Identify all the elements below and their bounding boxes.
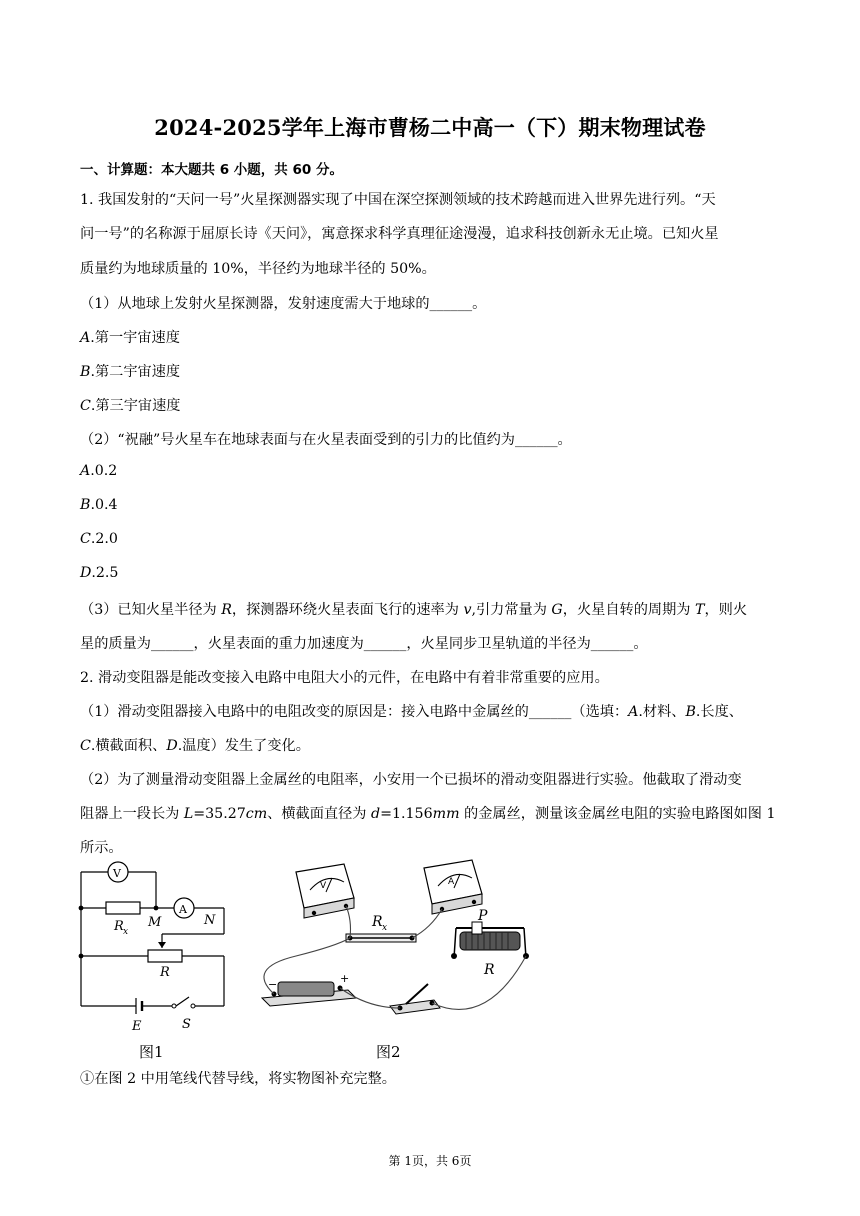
- q2-part1-line2: C.横截面积、D.温度）发生了变化。: [80, 738, 310, 754]
- q1-part1: （1）从地球上发射火星探测器，发射速度需大于地球的______。: [80, 296, 487, 312]
- q1-part3-line2: 星的质量为______，火星表面的重力加速度为______，火星同步卫星轨道的半径为______。: [80, 636, 648, 652]
- section-heading: 一、计算题：本大题共 6 小题，共 60 分。: [80, 162, 343, 178]
- q1-part2: （2）“祝融”号火星车在地球表面与在火星表面受到的引力的比值约为______。: [80, 432, 572, 448]
- q2-sub1: ①在图 2 中用笔线代替导线，将实物图补充完整。: [80, 1071, 396, 1087]
- fig1-caption: 图1: [139, 1043, 164, 1061]
- fig2-ammeter-label: A: [448, 877, 455, 887]
- fig1-rx-subscript: x: [123, 927, 129, 937]
- q2-part2-line1: （2）为了测量滑动变阻器上金属丝的电阻率，小安用一个已损坏的滑动变阻器进行实验。他截取了滑动变: [80, 772, 742, 788]
- fig2-p-label: P: [478, 908, 488, 924]
- rheostat-icon: [451, 922, 529, 959]
- fig1-e-label: E: [132, 1019, 142, 1034]
- fig1-ammeter-label: A: [179, 903, 187, 916]
- q2-part2-line2: 阻器上一段长为 L=35.27cm、横截面直径为 d=1.156mm 的金属丝，测量该金属丝电阻的实验电路图如图 1: [80, 806, 776, 822]
- q1-p2-option-c: C.2.0: [80, 531, 118, 547]
- fig2-rx-label: R: [372, 914, 383, 930]
- fig2-rx-subscript: x: [382, 923, 388, 933]
- q1-stem-line3: 质量约为地球质量的 10%，半径约为地球半径的 50%。: [80, 261, 436, 277]
- fig1-circuit-diagram: [76, 858, 236, 1038]
- q2-part2-line3: 所示。: [80, 840, 123, 856]
- page-title: 2024-2025学年上海市曹杨二中高一（下）期末物理试卷: [154, 115, 706, 140]
- switch-icon: [390, 984, 440, 1014]
- fig1-r-label: R: [160, 965, 170, 980]
- fig1-n-label: N: [204, 913, 216, 928]
- fig1-voltmeter-label: V: [113, 867, 121, 880]
- fig2-apparatus-illustration: [256, 858, 546, 1038]
- slider-arrow-icon: [158, 942, 166, 948]
- fig1-m-label: M: [148, 915, 162, 930]
- q1-p2-option-b: B.0.4: [80, 497, 118, 513]
- q1-p2-option-d: D.2.5: [80, 565, 119, 581]
- q1-stem-line1: 1. 我国发射的“天问一号”火星探测器实现了中国在深空探测领域的技术跨越而进入世界先进行列。“天: [80, 192, 716, 208]
- q1-p1-option-a: A.第一宇宙速度: [80, 330, 180, 346]
- fig2-r-label: R: [484, 962, 495, 978]
- q1-p1-option-c: C.第三宇宙速度: [80, 398, 181, 414]
- page-footer: 第 1页，共 6页: [388, 1154, 472, 1168]
- fig2-caption: 图2: [376, 1043, 401, 1061]
- q2-part1-line1: （1）滑动变阻器接入电路中的电阻改变的原因是：接入电路中金属丝的______（选填：A.材料、B.长度、: [80, 704, 743, 720]
- fig2-minus-label: −: [268, 978, 278, 991]
- fig2-plus-label: +: [340, 972, 350, 985]
- fig1-s-label: S: [182, 1017, 191, 1032]
- q1-p2-option-a: A.0.2: [80, 463, 118, 479]
- q2-stem: 2. 滑动变阻器是能改变接入电路中电阻大小的元件，在电路中有着非常重要的应用。: [80, 670, 609, 686]
- ammeter-icon: [424, 860, 482, 914]
- q1-p1-option-b: B.第二宇宙速度: [80, 364, 181, 380]
- fig1-rx-label: R: [114, 919, 124, 934]
- q1-stem-line2: 问一号”的名称源于屈原长诗《天问》，寓意探求科学真理征途漫漫，追求科技创新永无止境。已知火星: [80, 226, 719, 242]
- figure-area: [76, 858, 546, 1063]
- q1-part3-line1: （3）已知火星半径为 R，探测器环绕火星表面飞行的速率为 v,引力常量为 G，火星自转的周期为 T，则火: [80, 602, 748, 618]
- fig2-voltmeter-label: V: [320, 881, 327, 891]
- voltmeter-icon: [296, 864, 354, 918]
